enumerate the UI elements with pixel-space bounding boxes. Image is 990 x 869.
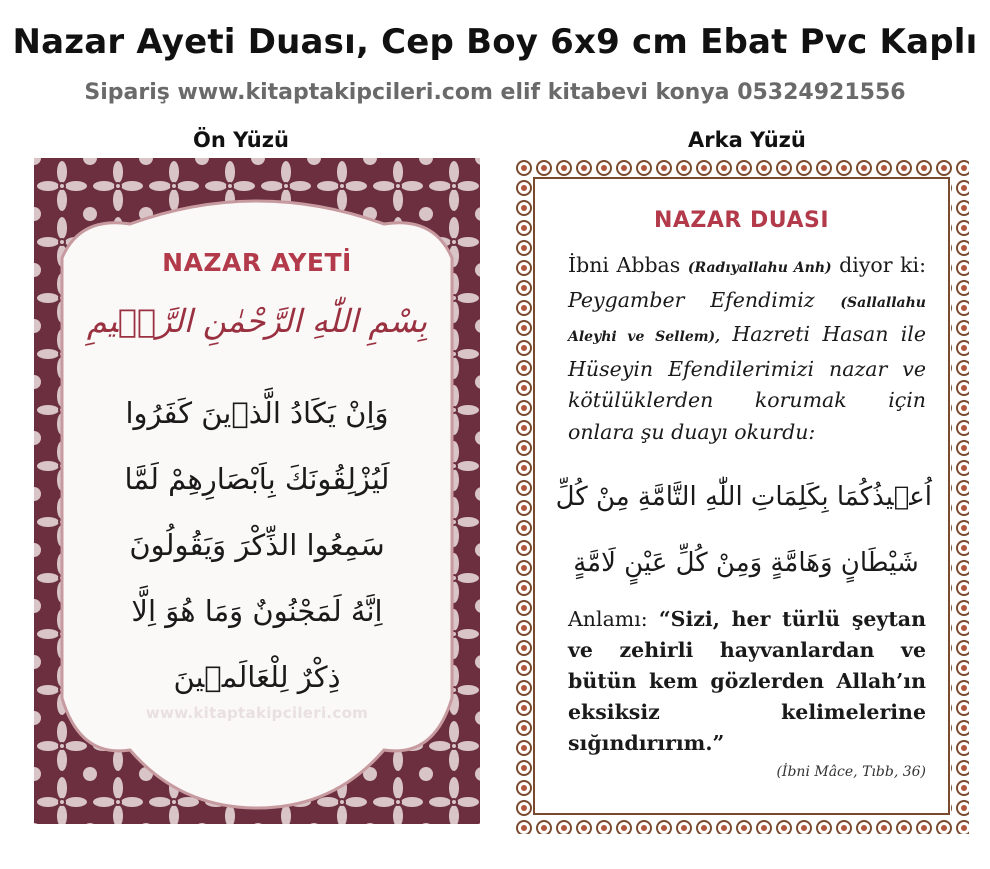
hadith-source: (İbni Mâce, Tıbb, 36) xyxy=(776,764,926,780)
nazar-dua-arabic xyxy=(555,464,932,596)
intro-rest: Hazreti Hasan ile Hüseyin Efendilerimizi nazar ve kötülüklerden korumak için onlara şu duayı okurdu: xyxy=(568,322,926,444)
intro-honorific-1: (Radıyallahu Anh) xyxy=(687,260,832,276)
intro-prophet: Peygamber Efendimiz xyxy=(568,287,815,312)
page-title: Nazar Ayeti Duası, Cep Boy 6x9 cm Ebat Pvc Kaplı xyxy=(12,22,978,62)
hadith-intro-text xyxy=(568,250,926,448)
intro-says: diyor ki: xyxy=(839,253,926,277)
back-side-label: Arka Yüzü xyxy=(688,128,806,152)
intro-narrator: İbni Abbas xyxy=(568,253,681,277)
ayah-line: سَمِعُوا الذِّكْرَ وَيَقُولُونَ xyxy=(129,528,385,562)
front-card-title: NAZAR AYETİ xyxy=(162,248,352,277)
website-watermark: www.kitaptakipcileri.com xyxy=(145,704,369,722)
dua-line: اُع۪يذُكُمَا بِكَلِمَاتِ اللّٰهِ التَّامَّةِ مِنْ كُلِّ xyxy=(555,482,932,512)
meaning-text: “Sizi, her türlü şeytan ve zehirli hayvanlardan ve bütün kem gözlerden Allah’ın eksiksiz kelimelerine sığındırırım.” xyxy=(568,607,926,755)
front-side-label: Ön Yüzü xyxy=(193,128,289,152)
back-card-title: NAZAR DUASI xyxy=(653,208,830,233)
intro-honorific-2: (Sallallahu Aleyhi ve Sellem), xyxy=(568,294,926,345)
dua-meaning xyxy=(568,604,926,759)
order-info: Sipariş www.kitaptakipcileri.com elif kitabevi konya 05324921556 xyxy=(84,80,906,105)
basmala-calligraphy: بِسْمِ اللّٰهِ الرَّحْمٰنِ الرَّح۪يمِ xyxy=(86,302,428,340)
ayah-line: وَاِنْ يَكَادُ الَّذ۪ينَ كَفَرُوا xyxy=(125,396,389,430)
ayah-line: ذِكْرٌ لِلْعَالَم۪ينَ xyxy=(173,660,341,694)
ayah-line: لَيُزْلِقُونَكَ بِاَبْصَارِهِمْ لَمَّا xyxy=(124,462,390,496)
ayah-line: اِنَّهُ لَمَجْنُونٌ وَمَا هُوَ اِلَّا xyxy=(131,594,383,628)
dua-line: شَيْطَانٍ وَهَامَّةٍ وَمِنْ كُلِّ عَيْنٍ لَامَّةٍ xyxy=(573,548,919,578)
nazar-ayah-text xyxy=(84,380,430,710)
meaning-label: Anlamı: xyxy=(568,607,648,631)
